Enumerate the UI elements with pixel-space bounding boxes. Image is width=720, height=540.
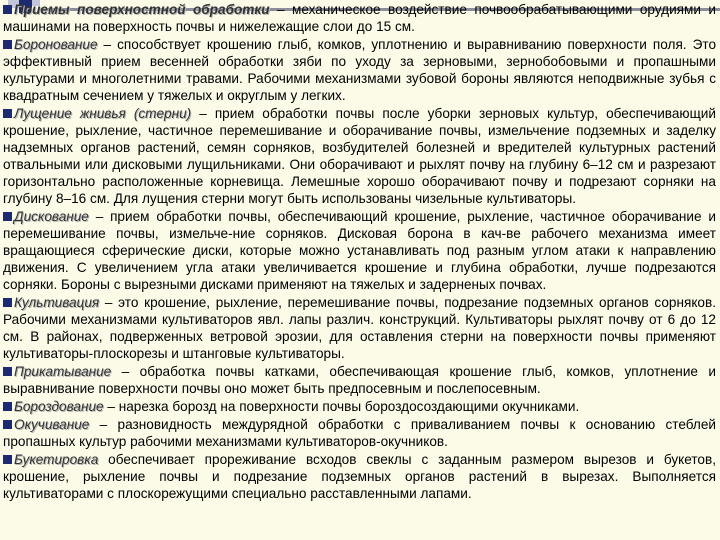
term-label: Букетировка [14,452,99,467]
paragraph-furrowing [3,398,716,415]
paragraph-harrowing [3,36,716,104]
bullet-icon [3,455,12,464]
term-label: Культивация [14,295,100,310]
term-label: Лущение жнивья (стерни) [14,106,192,121]
slide-content [3,1,716,503]
paragraph-text: – механическое воздействие почвообрабатывающими орудиями и машинами на поверхность почвы и нижележащие слои до 15 см. [3,2,716,34]
paragraph-text: – разновидность междурядной обработки с приваливанием почвы к основанию стеблей пропашных культур рабочими механизмами культиваторов-окучников. [3,417,716,449]
bullet-icon [3,298,12,307]
bullet-icon [3,420,12,429]
term-label: Дискование [14,209,89,224]
paragraph-text: – прием обработки почвы, обеспечивающий крошение, рыхление, частичное оборачивание и перемешивание почвы, измельче-ние сорняков. Дисковая борона в кач-ве рабочего механизма имеет вращающиеся сферические диски, которые можно устанавливать под разным углом атаки к направлению движения. С увеличением угла атаки увеличивается крошение и глубина обработки, лучше подрезаются сорняки. Бороны с вырезными дисками применяют на тяжелых и задерненых почвах. [3,209,716,292]
paragraph-hilling [3,416,716,450]
paragraph-surface-treatment [3,1,716,35]
paragraph-text: – это крошение, рыхление, перемешивание почвы, подрезание подземных органов сорняков. Рабочими механизмами культиваторов явл. лапы различ. конструкций. Культиваторы рыхлят почву от 6 до 12 см. В районах, подверженных ветровой эрозии, для оставления стерни на поверхности почвы применяют культиваторы-плоскорезы и штанговые культиваторы. [3,295,716,361]
paragraph-rolling [3,363,716,397]
paragraph-disking [3,208,716,293]
term-label: Бороздование [14,399,104,414]
paragraph-text: – нарезка борозд на поверхности почвы бороздосоздающими окучниками. [103,399,580,414]
paragraph-cultivation [3,294,716,362]
paragraph-text: – способствует крошению глыб, комков, уплотнению и выравниванию поверхности поля. Это эффективный прием весенней обработки зяби по уходу за зерновыми, зернобобовыми и пропашными культурами и многолетними травами. Рабочими механизмами зубовой бороны являются неподвижные зубья с квадратным сечением у тяжелых и округлым у легких. [3,37,716,103]
paragraph-text: – прием обработки почвы после уборки зерновых культур, обеспечивающий крошение, рыхление, частичное перемешивание и оборачивание почвы, измельчение подземных и заделку надземных органов растений, семян сорняков, возбудителей болезней и вредителей культурных растений отвальными или дисковыми лущильниками. Они оборачивают и рыхлят почву на глубину 6–12 см и разрезают горизонтально расположенные корневища. Лемешные хорошо оборачивают почву и подрезают сорняки на глубину 8–16 см. Для лущения стерни могут быть использованы чизельные культиваторы. [3,106,716,206]
bullet-icon [3,40,12,49]
bullet-icon [3,212,12,221]
bullet-icon [3,402,12,411]
term-label: Прикатывание [14,364,112,379]
bullet-icon [3,109,12,118]
term-label: Боронование [14,37,98,52]
term-label: Приемы поверхностной обработки [14,2,270,17]
paragraph-stubble-peeling [3,105,716,207]
paragraph-text: – обработка почвы катками, обеспечивающая крошение глыб, комков, уплотнение и выравнивание поверхности почвы оно может быть предпосевным и послепосевным. [3,364,716,396]
term-label: Окучивание [14,417,90,432]
bullet-icon [3,367,12,376]
bullet-icon [3,5,12,14]
paragraph-bunching [3,451,716,502]
paragraph-text: обеспечивает прореживание всходов свеклы с заданным размером вырезов и букетов, крошение, рыхление почвы и подрезание подземных органов растений в вырезах. Выполняется культиваторами с плоскорежущими специально расставленными лапами. [3,452,716,501]
